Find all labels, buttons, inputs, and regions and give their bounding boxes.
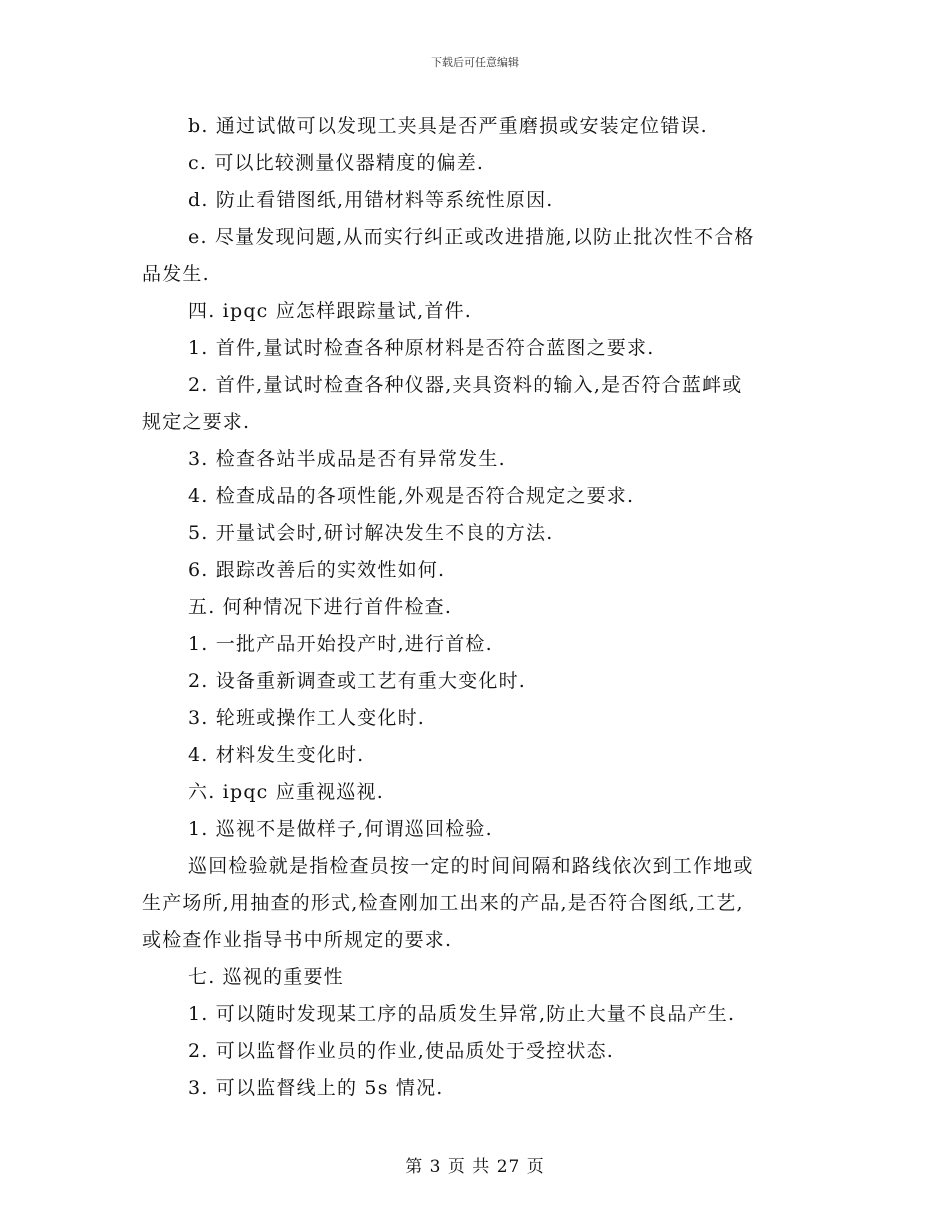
paragraph-line: 巡回检验就是指检查员按一定的时间间隔和路线依次到工作地或	[188, 855, 754, 877]
page-footer: 第 3 页 共 27 页	[405, 1157, 545, 1177]
paragraph-line: 3. 轮班或操作工人变化时.	[188, 707, 426, 729]
paragraph-line: 2. 设备重新调查或工艺有重大变化时.	[188, 670, 527, 692]
paragraph-line: e. 尽量发现问题,从而实行纠正或改进措施,以防止批次性不合格	[188, 226, 755, 248]
paragraph-line: b. 通过试做可以发现工夹具是否严重磨损或安装定位错误.	[188, 115, 708, 137]
section-heading: 五. 何种情况下进行首件检查.	[188, 596, 453, 618]
page-header: 下载后可任意编辑	[431, 56, 519, 69]
paragraph-line: 2. 首件,量试时检查各种仪器,夹具资料的输入,是否符合蓝衅或	[188, 374, 743, 396]
section-heading: 六. ipqc 应重视巡视.	[188, 781, 385, 803]
document-body	[142, 108, 810, 1107]
section-heading: 七. 巡视的重要性	[188, 966, 344, 988]
paragraph-line: 6. 跟踪改善后的实效性如何.	[188, 559, 446, 581]
paragraph-line: 1. 一批产品开始投产时,进行首检.	[188, 633, 493, 655]
section-heading: 四. ipqc 应怎样跟踪量试,首件.	[188, 300, 473, 322]
paragraph-line: d. 防止看错图纸,用错材料等系统性原因.	[188, 189, 554, 211]
paragraph-line: 1. 首件,量试时检查各种原材料是否符合蓝图之要求.	[188, 337, 655, 359]
paragraph-line: 3. 可以监督线上的 5s 情况.	[188, 1077, 444, 1099]
paragraph-line: 或检查作业指导书中所规定的要求.	[142, 929, 453, 951]
paragraph-line: 2. 可以监督作业员的作业,使品质处于受控状态.	[188, 1040, 615, 1062]
paragraph-line: 4. 材料发生变化时.	[188, 744, 365, 766]
paragraph-line: 规定之要求.	[142, 411, 251, 433]
paragraph-line: c. 可以比较测量仪器精度的偏差.	[188, 152, 485, 174]
paragraph-line: 4. 检查成品的各项性能,外观是否符合规定之要求.	[188, 485, 635, 507]
paragraph-line: 3. 检查各站半成品是否有异常发生.	[188, 448, 506, 470]
paragraph-line: 1. 可以随时发现某工序的品质发生异常,防止大量不良品产生.	[188, 1003, 736, 1025]
paragraph-line: 5. 开量试会时,研讨解决发生不良的方法.	[188, 522, 554, 544]
paragraph-line: 1. 巡视不是做样子,何谓巡回检验.	[188, 818, 493, 840]
paragraph-line: 生产场所,用抽查的形式,检查刚加工出来的产品,是否符合图纸,工艺,	[142, 892, 744, 914]
paragraph-line: 品发生.	[142, 263, 210, 285]
